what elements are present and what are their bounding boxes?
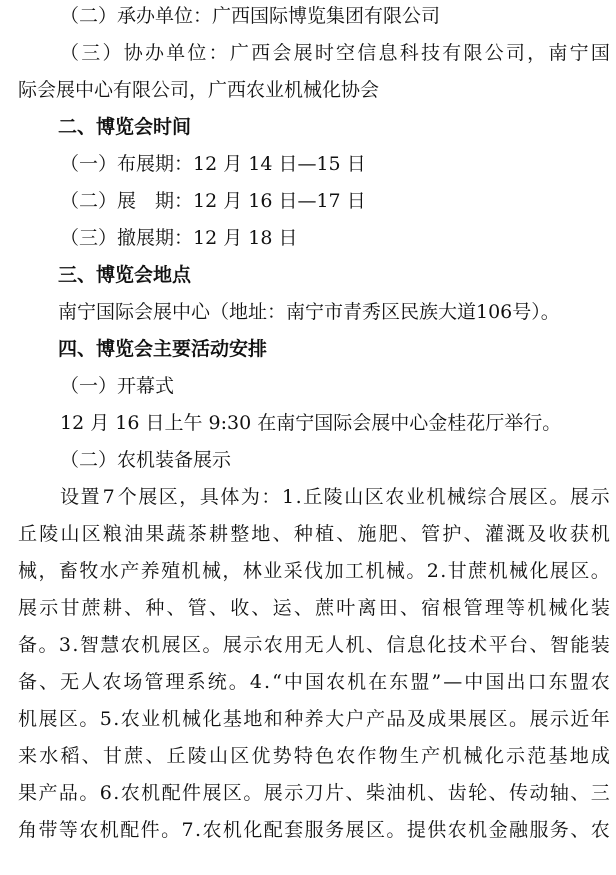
venue-line: 南宁国际会展中心（地址：南宁市青秀区民族大道106号）。 [58,301,560,323]
exhibition-body-line: 展 示 甘 蔗 耕 、 种 、 管 、 收 、 运 、 蔗 叶 离 田 、 宿 根 管 理 等 机 械 化 装 [18,597,610,619]
subheading-opening: （一）开幕式 [60,375,175,397]
co-organizer-line-continued: 际会展中心有限公司，广西农业机械化协会 [18,79,380,101]
section-heading-venue: 三、博览会地点 [58,264,192,286]
section-heading-activities: 四、博览会主要活动安排 [58,338,268,360]
exhibition-body-line: 角 带 等 农 机 配 件 。 7 . 农 机 化 配 套 服 务 展 区 。 提 供 农 机 金 融 服 务 、 农 [18,819,610,841]
setup-period-line: （一）布展期：12 月 14 日—15 日 [60,153,366,175]
section-heading-time: 二、博览会时间 [58,116,192,138]
exhibition-body-line: 械 ， 畜 牧 水 产 养 殖 机 械 ， 林 业 采 伐 加 工 机 械 。 2 . 甘 蔗 机 械 化 展 区 。 [18,560,610,582]
opening-ceremony-line: 12 月 16 日上午 9:30 在南宁国际会展中心金桂花厅举行。 [60,412,562,434]
exhibition-body-line: 备 、 无 人 农 场 管 理 系 统 。 4 . “ 中 国 农 机 在 东 盟 ” — 中 国 出 口 东 盟 农 [18,671,610,693]
co-organizer-line: （ 三 ） 协 办 单 位 ： 广 西 会 展 时 空 信 息 科 技 有 限 公 司 ， 南 宁 国 [60,42,610,64]
exhibition-body-line: 来 水 稻 、 甘 蔗 、 丘 陵 山 区 优 势 特 色 农 作 物 生 产 机 械 化 示 范 基 地 成 [18,745,610,767]
exhibition-body-line: 设 置 7 个 展 区 ， 具 体 为 ： 1 . 丘 陵 山 区 农 业 机 械 综 合 展 区 。 展 示 [60,486,610,508]
exhibition-body-line: 机 展 区 。 5 . 农 业 机 械 化 基 地 和 种 养 大 户 产 品 及 成 果 展 区 。 展 示 近 年 [18,708,610,730]
organizer-line: （二）承办单位：广西国际博览集团有限公司 [60,5,441,27]
exhibition-body-line: 果 产 品 。 6 . 农 机 配 件 展 区 。 展 示 刀 片 、 柴 油 机 、 齿 轮 、 传 动 轴 、 三 [18,782,610,804]
exhibition-body-line: 丘 陵 山 区 粮 油 果 蔬 茶 耕 整 地 、 种 植 、 施 肥 、 管 护 、 灌 溉 及 收 获 机 [18,523,610,545]
teardown-period-line: （三）撤展期：12 月 18 日 [60,227,298,249]
exhibition-body-line: 备 。 3 . 智 慧 农 机 展 区 。 展 示 农 用 无 人 机 、 信 息 化 技 术 平 台 、 智 能 装 [18,634,610,656]
exhibition-period-line: （二）展 期：12 月 16 日—17 日 [60,190,366,212]
subheading-equipment: （二）农机装备展示 [60,449,232,471]
